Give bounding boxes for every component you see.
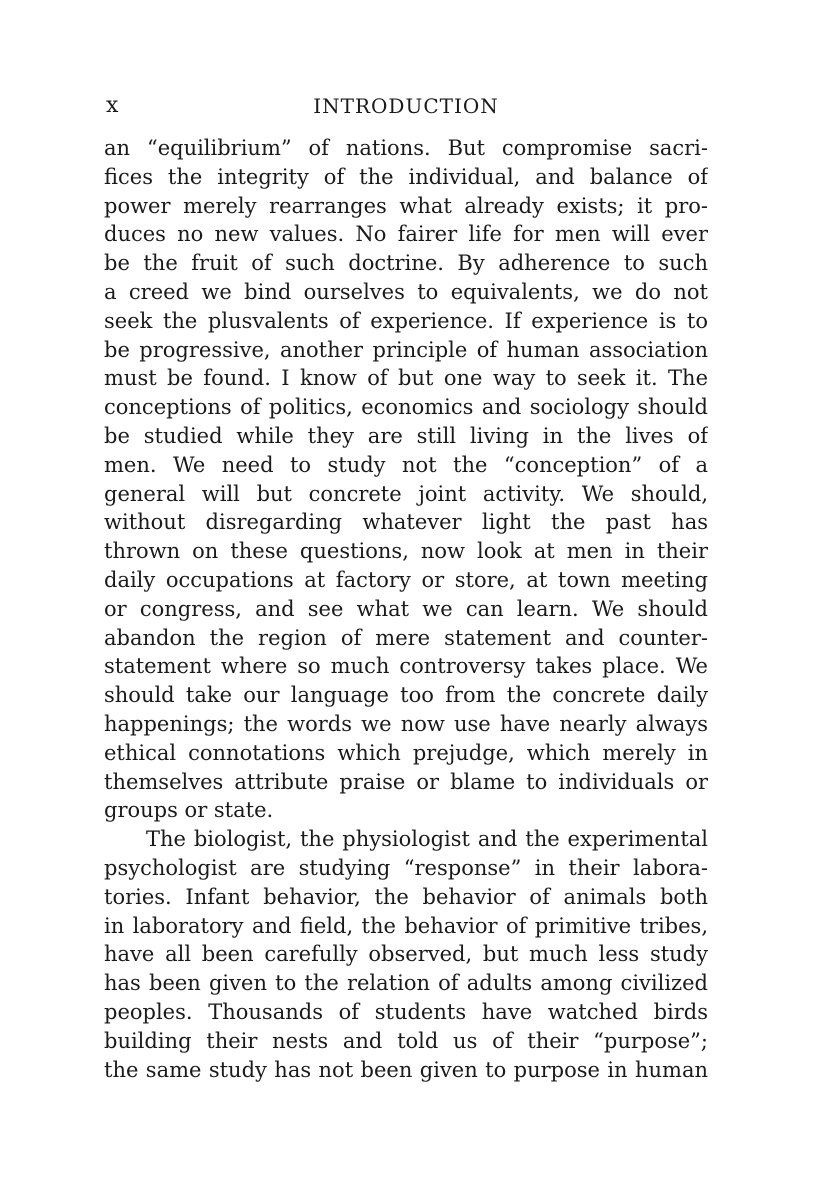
text-line: has been given to the relation of adults among civilized (104, 971, 708, 996)
page-number: x (106, 93, 119, 118)
body-text (104, 134, 708, 1084)
text-line: the same study has not been given to purpose in human (104, 1057, 708, 1082)
text-line: fices the integrity of the individual, and balance of (104, 164, 708, 189)
text-line: in laboratory and field, the behavior of primitive tribes, (104, 913, 708, 938)
text-line: psychologist are studying “response” in their labora- (104, 855, 708, 880)
text-line: men. We need to study not the “conception” of a (104, 452, 708, 477)
text-line: building their nests and told us of their “purpose”; (104, 1028, 708, 1053)
text-line: be the fruit of such doctrine. By adherence to such (104, 251, 708, 276)
text-line: seek the plusvalents of experience. If experience is to (104, 308, 708, 333)
text-line: or congress, and see what we can learn. We should (104, 596, 708, 621)
paragraph-1 (104, 134, 708, 825)
text-line: should take our language too from the concrete daily (104, 683, 708, 708)
text-line: themselves attribute praise or blame to individuals or (104, 769, 708, 794)
text-line: daily occupations at factory or store, at town meeting (104, 567, 708, 592)
text-line: abandon the region of mere statement and counter- (104, 625, 708, 650)
text-line: The biologist, the physiologist and the experimental (146, 827, 708, 852)
text-line: duces no new values. No fairer life for men will ever (104, 222, 708, 247)
book-page (104, 92, 708, 1084)
text-line: must be found. I know of but one way to seek it. The (104, 366, 708, 391)
paragraph-2 (104, 825, 708, 1084)
text-line: a creed we bind ourselves to equivalents, we do not (104, 279, 708, 304)
page-header (104, 92, 708, 124)
text-line: without disregarding whatever light the past has (104, 510, 708, 535)
text-line: thrown on these questions, now look at men in their (104, 539, 708, 564)
running-head: INTRODUCTION (313, 94, 499, 118)
text-line: ethical connotations which prejudge, which merely in (104, 740, 708, 765)
text-line: have all been carefully observed, but much less study (104, 942, 708, 967)
text-line: an “equilibrium” of nations. But compromise sacri- (104, 136, 708, 160)
text-line: peoples. Thousands of students have watched birds (104, 999, 708, 1024)
text-line: conceptions of politics, economics and sociology should (104, 395, 708, 420)
text-line: statement where so much controversy takes place. We (104, 654, 708, 679)
text-line: power merely rearranges what already exists; it pro- (104, 193, 708, 218)
text-line: general will but concrete joint activity. We should, (104, 481, 708, 506)
text-line: groups or state. (104, 798, 274, 823)
text-line: be progressive, another principle of human association (104, 337, 708, 362)
text-line: tories. Infant behavior, the behavior of animals both (104, 884, 708, 909)
text-line: be studied while they are still living in the lives of (104, 423, 708, 448)
text-line: happenings; the words we now use have nearly always (104, 711, 708, 736)
